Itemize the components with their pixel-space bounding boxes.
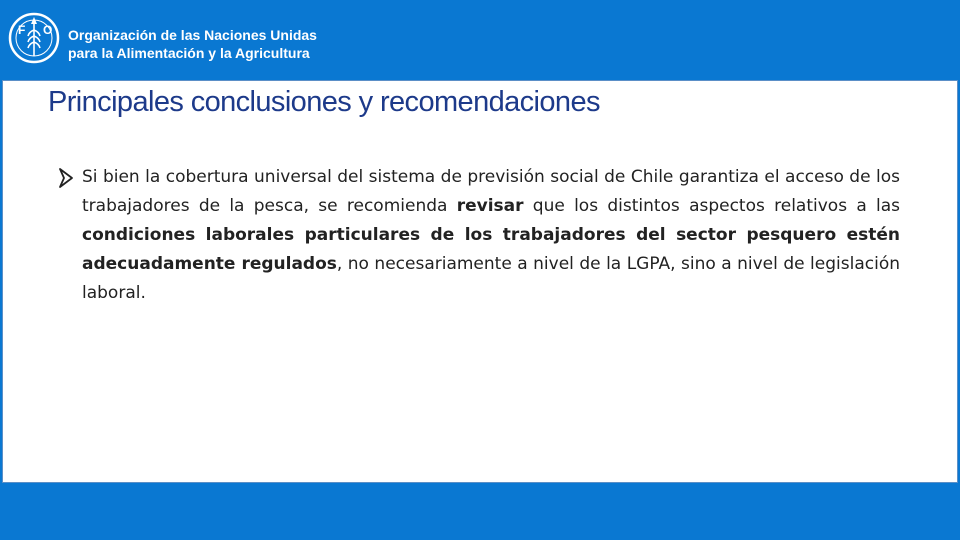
arrowhead-bullet-icon xyxy=(58,167,74,189)
fao-logo-icon xyxy=(8,12,60,64)
organization-name-line1: Organización de las Naciones Unidas xyxy=(68,27,317,43)
bullet-text-bold-revisar: revisar xyxy=(456,196,524,216)
bullet-text-part2: que los distintos aspectos relativos a las xyxy=(523,196,901,216)
organization-name-line2: para la Alimentación y la Agricultura xyxy=(68,45,310,61)
bullet-text-bold-conditions: condiciones laborales particulares de los trabajadores del sector pesquero estén adecuadamente regulados xyxy=(82,225,900,274)
organization-name xyxy=(68,26,317,62)
header-bar xyxy=(0,0,960,80)
bullet-text xyxy=(82,163,900,308)
bullet-text-part3: , no necesariamente a nivel de la LGPA, sino a nivel de legislación laboral. xyxy=(82,254,900,303)
bullet-text-part1: Si bien la cobertura universal del sistema de previsión social de Chile garantiza el acceso de los trabajadores de la pesca, se recomienda xyxy=(82,167,900,216)
footer-bar xyxy=(0,483,960,540)
svg-text:O: O xyxy=(43,23,53,37)
bullet-item xyxy=(58,163,900,308)
svg-text:F: F xyxy=(18,23,26,37)
slide-title: Principales conclusiones y recomendaciones xyxy=(48,86,600,118)
